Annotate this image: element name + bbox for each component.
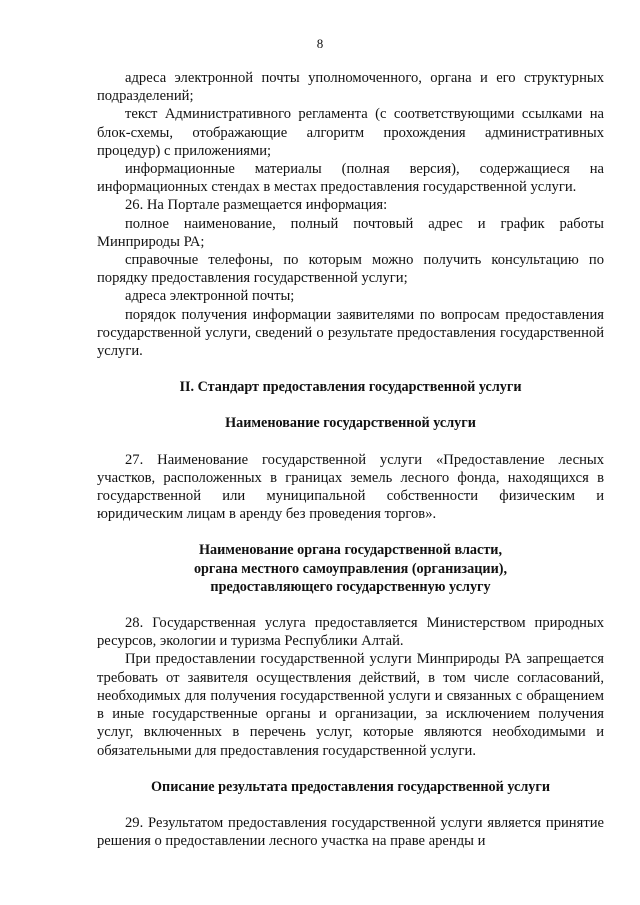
document-body: [97, 69, 604, 850]
paragraph-email-list-item: адреса электронной почты уполномоченного, органа и его структурных подразделений;: [97, 70, 604, 105]
paragraph-29: 29. Результатом предоставления государственной услуги является принятие решения о предоставлении лесного участка на праве аренды и: [97, 814, 604, 850]
paragraph-26: 26. На Портале размещается информация:: [125, 197, 388, 214]
page-number: 8: [316, 36, 324, 51]
subtitle-authority-line-3: предоставляющего государственную услугу: [210, 578, 491, 595]
paragraph-28-prohibition: При предоставлении государственной услуги Минприроды РА запрещается требовать от заявителя осуществления действий, в том числе согласований, необходимых для получения государственной услуги и связанных с обращением в иные государственные органы и организации, за исключением получения услуг, включенных в перечень услуг, которые являются необходимыми и обязательными для предоставления государственной услуги.: [97, 651, 604, 759]
section-title: II. Стандарт предоставления государственной услуги: [179, 379, 522, 396]
paragraph-27: 27. Наименование государственной услуги «Предоставление лесных участков, расположенных в границах земель лесного фонда, находящихся в государственной или муниципальной собственности физическим и юридическим лицам в аренду без проведения торгов».: [97, 451, 604, 523]
paragraph-phones: справочные телефоны, по которым можно получить консультацию по порядку предоставления государственной услуги;: [97, 252, 604, 287]
subtitle-authority-line-1: Наименование органа государственной власти,: [198, 542, 503, 559]
paragraph-email: адреса электронной почты;: [125, 288, 295, 305]
subtitle-result: Описание результата предоставления государственной услуги: [151, 778, 550, 795]
paragraph-info-materials: информационные материалы (полная версия), содержащиеся на информационных стендах в местах предоставления государственной услуги.: [97, 161, 604, 196]
subtitle-authority-line-2: органа местного самоуправления (организации),: [193, 560, 508, 577]
paragraph-regulation-text: текст Административного регламента (с соответствующими ссылками на блок-схемы, отображающие алгоритм прохождения административных процедур) с приложениями;: [97, 106, 604, 159]
subtitle-service-name: Наименование государственной услуги: [225, 415, 476, 432]
paragraph-procedure: порядок получения информации заявителями по вопросам предоставления государственной услуги, сведений о результате предоставления государственной услуги.: [97, 306, 604, 360]
paragraph-full-name: полное наименование, полный почтовый адрес и график работы Минприроды РА;: [97, 215, 604, 250]
paragraph-28: 28. Государственная услуга предоставляется Министерством природных ресурсов, экологии и туризма Республики Алтай.: [97, 615, 604, 650]
